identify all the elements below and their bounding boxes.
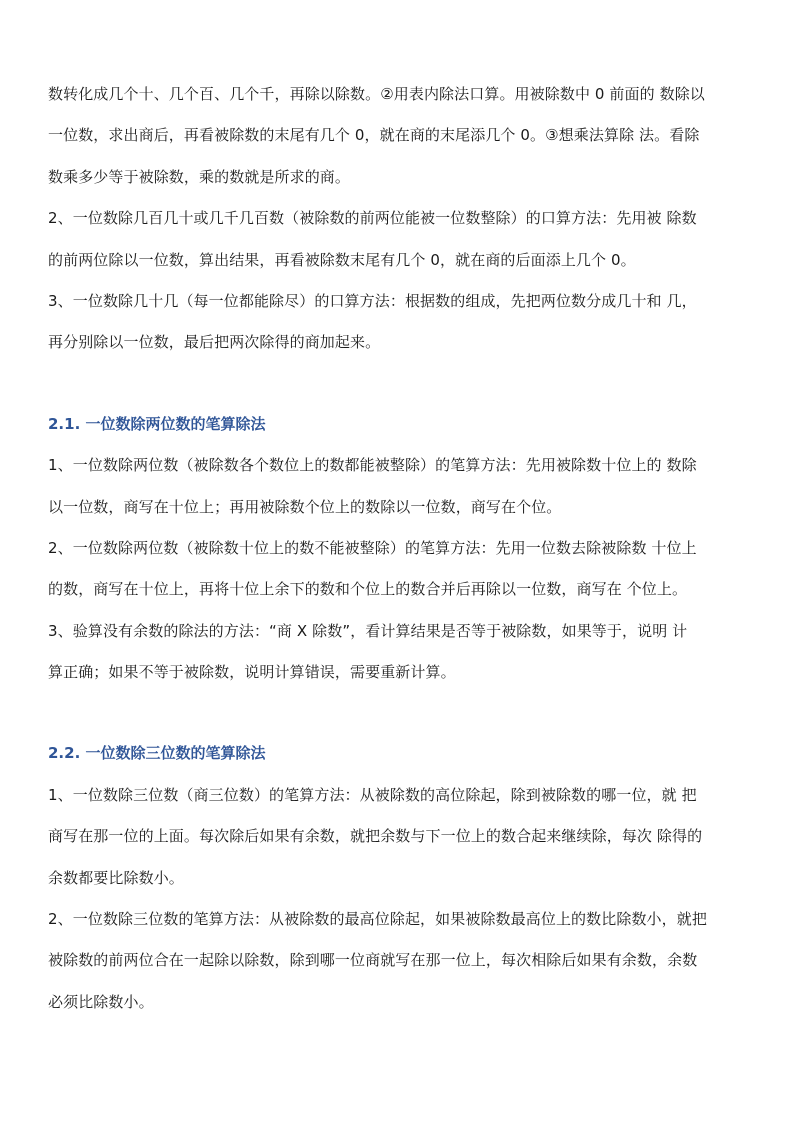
section-heading-2-2: 2.2. 一位数除三位数的笔算除法: [48, 744, 266, 763]
intro-line: 的前两位除以一位数，算出结果，再看被除数末尾有几个 0，就在商的后面添上几个 0。: [48, 250, 636, 269]
section-heading-2-1: 2.1. 一位数除两位数的笔算除法: [48, 414, 266, 433]
section-1-line: 的数，商写在十位上，再将十位上余下的数和个位上的数合并后再除以一位数，商写在 个位上。: [48, 580, 688, 599]
intro-line: 2、一位数除几百几十或几千几百数（被除数的前两位能被一位数整除）的口算方法：先用被 除数: [48, 209, 697, 228]
section-2-line: 1、一位数除三位数（商三位数）的笔算方法：从被除数的高位除起，除到被除数的哪一位，就 把: [48, 785, 697, 804]
intro-line: 3、一位数除几十几（每一位都能除尽）的口算方法：根据数的组成，先把两位数分成几十和 几，: [48, 291, 697, 310]
section-1-line: 2、一位数除两位数（被除数十位上的数不能被整除）的笔算方法：先用一位数去除被除数 十位上: [48, 538, 697, 557]
intro-line: 再分别除以一位数，最后把两次除得的商加起来。: [48, 333, 381, 352]
section-1-line: 以一位数，商写在十位上；再用被除数个位上的数除以一位数，商写在个位。: [48, 497, 562, 516]
section-2-line: 2、一位数除三位数的笔算方法：从被除数的最高位除起，如果被除数最高位上的数比除数小，就把: [48, 910, 707, 929]
intro-line: 一位数，求出商后，再看被除数的末尾有几个 0，就在商的末尾添几个 0。③想乘法算除 法。看除: [48, 126, 700, 145]
section-2-line: 必须比除数小。: [48, 992, 154, 1011]
intro-line: 数乘多少等于被除数，乘的数就是所求的商。: [48, 167, 351, 186]
section-gap: [48, 693, 748, 733]
section-1-line: 1、一位数除两位数（被除数各个数位上的数都能被整除）的笔算方法：先用被除数十位上的 数除: [48, 456, 697, 475]
section-2-line: 余数都要比除数小。: [48, 868, 184, 887]
document-body: [48, 74, 748, 1023]
section-1-line: 3、验算没有余数的除法的方法：“商 X 除数”，看计算结果是否等于被除数，如果等于，说明 计: [48, 621, 688, 640]
section-1-line: 算正确；如果不等于被除数，说明计算错误，需要重新计算。: [48, 663, 456, 682]
section-2-line: 商写在那一位的上面。每次除后如果有余数，就把余数与下一位上的数合起来继续除，每次 除得的: [48, 827, 703, 846]
intro-line: 数转化成几个十、几个百、几个千，再除以除数。②用表内除法口算。用被除数中 0 前面的 数除以: [48, 85, 705, 103]
section-gap: [48, 364, 748, 404]
section-2-line: 被除数的前两位合在一起除以除数，除到哪一位商就写在那一位上，每次相除后如果有余数，余数: [48, 951, 698, 970]
